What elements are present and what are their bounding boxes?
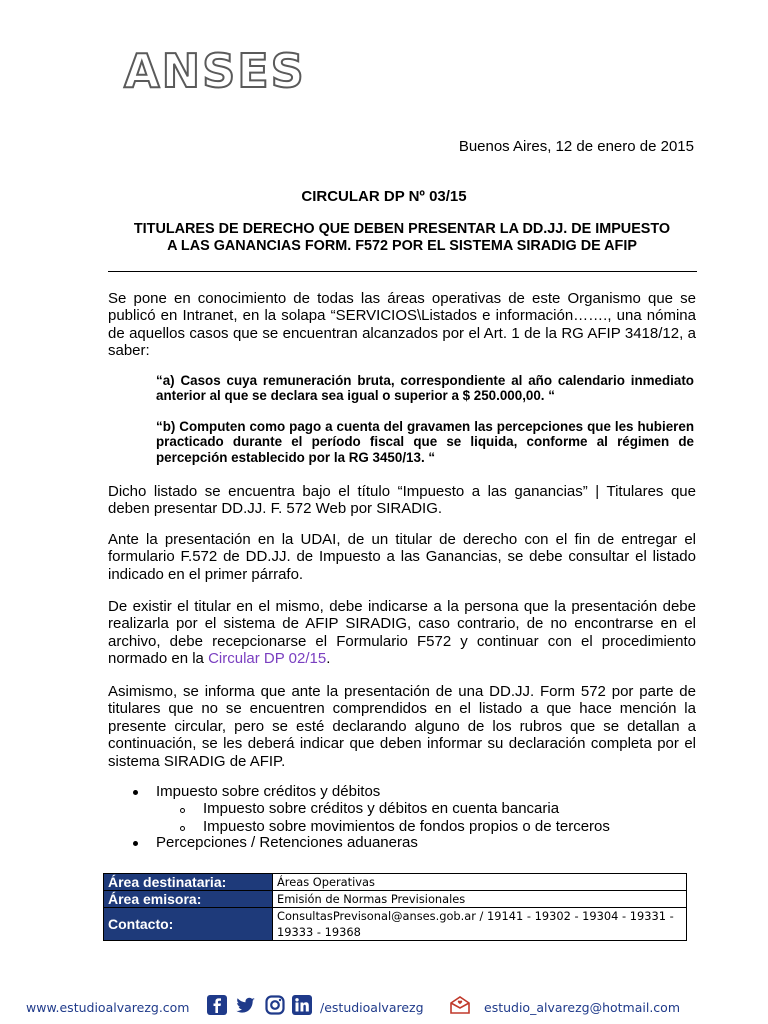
bullet-item-2: Percepciones / Retenciones aduaneras xyxy=(156,834,418,851)
bullet-dot xyxy=(133,790,138,795)
sub-bullet-item-1: Impuesto sobre créditos y débitos en cuenta bancaria xyxy=(203,800,560,817)
footer-social-handle[interactable]: /estudioalvarezg xyxy=(320,1000,424,1015)
area-emisora-value: Emisión de Normas Previsionales xyxy=(273,891,687,908)
sub-bullet-circle xyxy=(180,808,185,813)
title-line-2: A LAS GANANCIAS FORM. F572 POR EL SISTEMA SIRADIG DE AFIP xyxy=(167,238,637,254)
sub-bullet-circle xyxy=(180,826,185,831)
paragraph-1: Se pone en conocimiento de todas las áreas operativas de este Organismo que se publicó en Intranet, en la solapa “SERVICIOS\Listados e información……., una nómina de aquellos casos que se encuentran alcanzados por el Art. 1 de la RG AFIP 3418/12, a saber: xyxy=(108,290,696,360)
quote-b: “b) Computen como pago a cuenta del gravamen las percepciones que les hubieren practicado durante el período fiscal que se liquida, conforme al régimen de percepción establecido por la RG 3450/13. “ xyxy=(156,419,694,465)
table-row xyxy=(104,908,687,941)
paragraph-4-end: . xyxy=(326,650,331,668)
area-emisora-label: Área emisora: xyxy=(104,891,273,908)
table-row xyxy=(104,874,687,891)
contacto-value: ConsultasPrevisonal@anses.gob.ar / 19141 - 19302 - 19304 - 19331 - 19333 - 19368 xyxy=(273,908,687,941)
paragraph-2: Dicho listado se encuentra bajo el título “Impuesto a las ganancias” | Titulares que deben presentar DD.JJ. F. 572 Web por SIRADIG. xyxy=(108,483,696,518)
facebook-icon[interactable] xyxy=(207,995,227,1015)
area-destinataria-value: Áreas Operativas xyxy=(273,874,687,891)
document-title xyxy=(108,221,696,255)
bullet-dot xyxy=(133,841,138,846)
quote-a: “a) Casos cuya remuneración bruta, correspondiente al año calendario inmediato anterior al que se declara sea igual o superior a $ 250.000,00. “ xyxy=(156,373,694,404)
circular-number: CIRCULAR DP Nº 03/15 xyxy=(301,188,467,205)
area-destinataria-label: Área destinataria: xyxy=(104,874,273,891)
linkedin-icon[interactable] xyxy=(292,995,312,1015)
paragraph-4-text: De existir el titular en el mismo, debe indicarse a la persona que la presentación debe realizarla por el sistema de AFIP SIRADIG, caso contrario, de no encontrarse en el archivo, debe recepcionarse el Formulario F572 y continuar con el procedimiento normado en la xyxy=(108,598,696,668)
contacto-label: Contacto: xyxy=(104,908,273,941)
info-table xyxy=(103,873,687,941)
bullet-item-1: Impuesto sobre créditos y débitos xyxy=(156,783,381,800)
twitter-icon[interactable] xyxy=(236,995,256,1015)
footer-website[interactable]: www.estudioalvarezg.com xyxy=(26,1000,190,1015)
email-icon xyxy=(449,995,471,1015)
paragraph-3: Ante la presentación en la UDAI, de un titular de derecho con el fin de entregar el formulario F.572 de DD.JJ. de Impuesto a las Ganancias, se debe consultar el listado indicado en el primer párrafo. xyxy=(108,531,696,583)
title-line-1: TITULARES DE DERECHO QUE DEBEN PRESENTAR LA DD.JJ. DE IMPUESTO xyxy=(133,221,671,237)
footer-email[interactable]: estudio_alvarezg@hotmail.com xyxy=(484,1000,680,1015)
table-row xyxy=(104,891,687,908)
anses-logo: ANSES xyxy=(124,44,306,98)
instagram-icon[interactable] xyxy=(265,995,285,1015)
date-line: Buenos Aires, 12 de enero de 2015 xyxy=(458,138,694,155)
title-divider xyxy=(108,271,697,272)
paragraph-5: Asimismo, se informa que ante la presentación de una DD.JJ. Form 572 por parte de titulares que no se encuentren comprendidos en el listado a que hace mención la presente circular, pero se esté declarando alguno de los rubros que se detallan a continuación, se les deberá indicar que deben informar su declaración completa por el sistema SIRADIG de AFIP. xyxy=(108,683,696,770)
sub-bullet-item-2: Impuesto sobre movimientos de fondos propios o de terceros xyxy=(203,818,610,835)
circular-dp-02-15-link[interactable]: Circular DP 02/15 xyxy=(208,650,327,668)
paragraph-4 xyxy=(108,598,696,668)
